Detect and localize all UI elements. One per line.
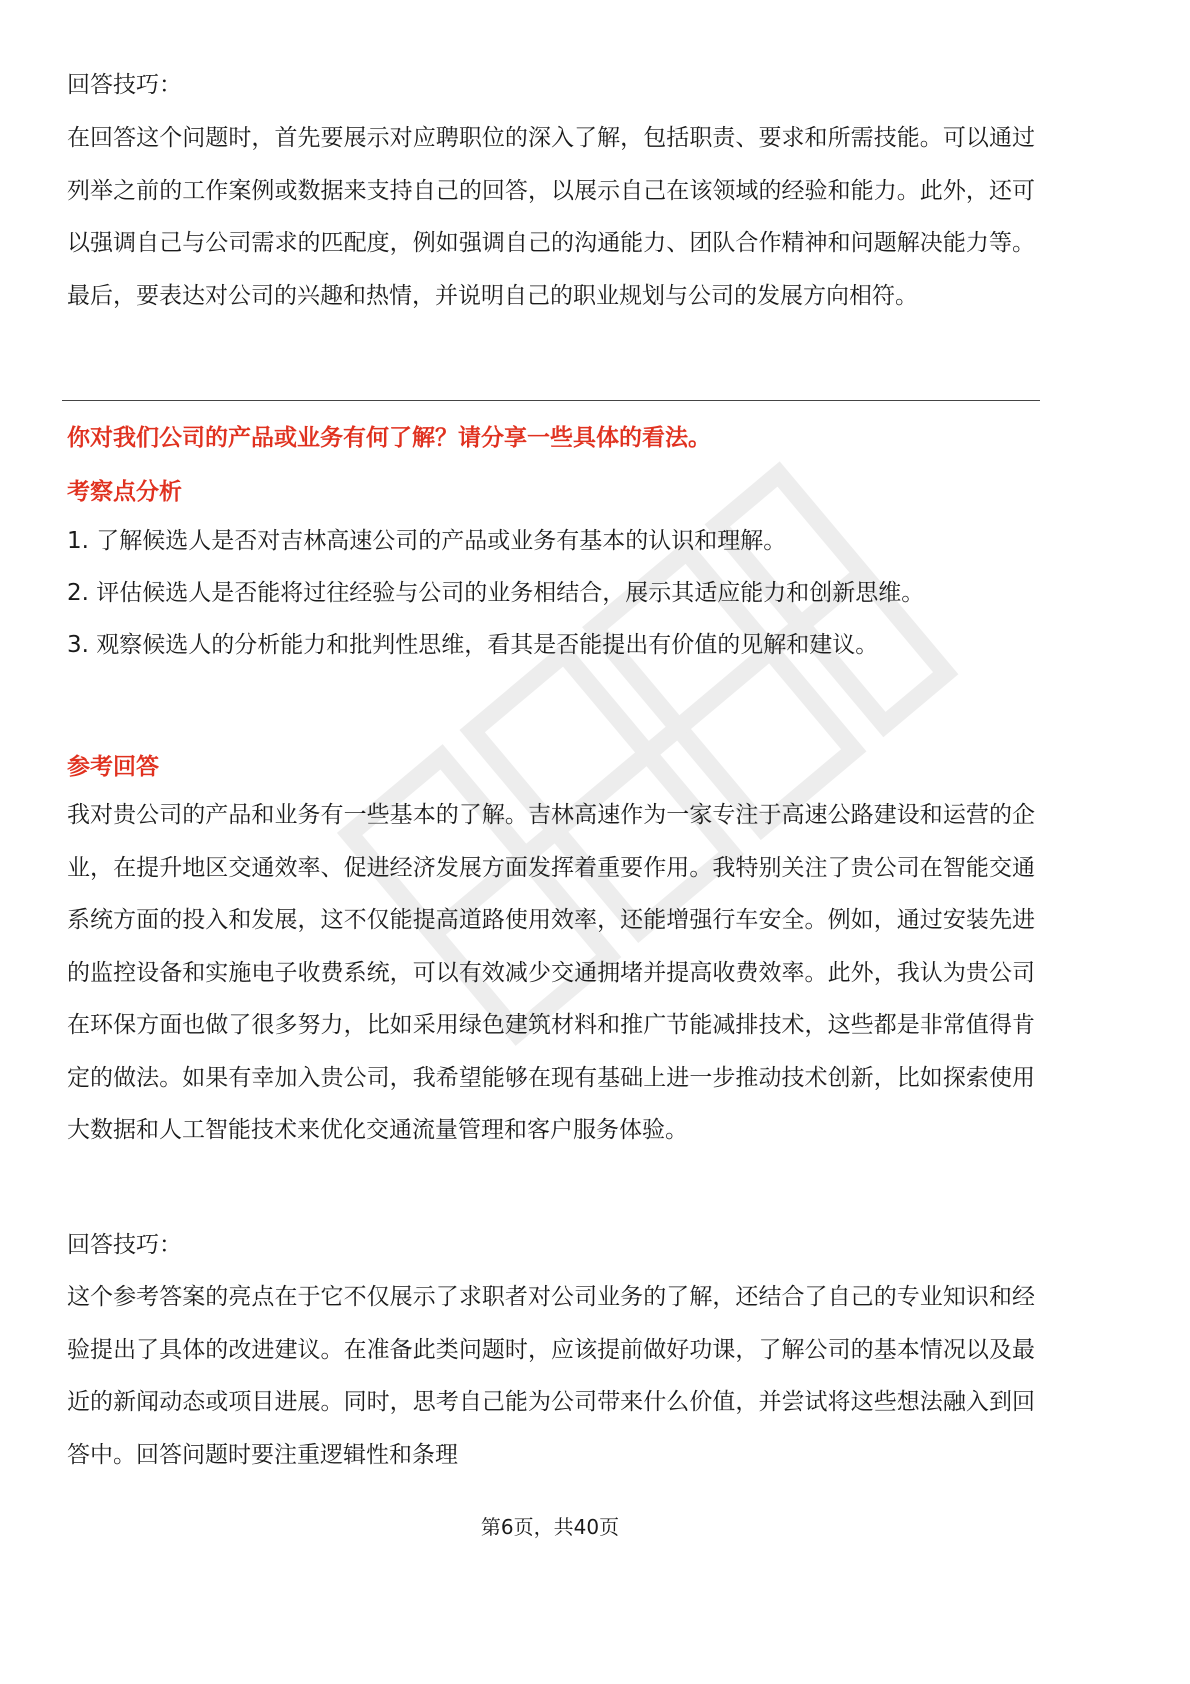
prev-tips-text: 在回答这个问题时，首先要展示对应聘职位的深入了解，包括职责、要求和所需技能。可以通过列举之前的工作案例或数据来支持自己的回答，以展示自己在该领域的经验和能力。此外，还可以强调自己与公司需求的匹配度，例如强调自己的沟通能力、团队合作精神和问题解决能力等。最后，要表达对公司的兴趣和热情，并说明自己的职业规划与公司的发展方向相符。	[67, 125, 1035, 309]
analysis-list	[67, 515, 1035, 671]
tips-text-block	[67, 1271, 1035, 1481]
page-number: 第6页，共40页	[480, 1515, 620, 1539]
question-block	[67, 423, 1035, 453]
analysis-item: 3. 观察候选人的分析能力和批判性思维，看其是否能提出有价值的见解和建议。	[67, 632, 879, 658]
prev-tips-label: 回答技巧：	[67, 72, 182, 98]
analysis-item: 2. 评估候选人是否能将过往经验与公司的业务相结合，展示其适应能力和创新思维。	[67, 580, 925, 606]
prev-tips-text-block	[67, 112, 1035, 322]
answer-text-block	[67, 789, 1035, 1157]
prev-tips-block	[67, 70, 1035, 100]
analysis-heading-block	[67, 477, 1035, 507]
answer-heading: 参考回答	[67, 754, 159, 780]
tips-label: 回答技巧：	[67, 1232, 182, 1258]
answer-heading-block	[67, 752, 1035, 782]
analysis-item: 1. 了解候选人是否对吉林高速公司的产品或业务有基本的认识和理解。	[67, 528, 787, 554]
question-title: 你对我们公司的产品或业务有何了解？请分享一些具体的看法。	[67, 425, 711, 451]
tips-text: 这个参考答案的亮点在于它不仅展示了求职者对公司业务的了解，还结合了自己的专业知识和经验提出了具体的改进建议。在准备此类问题时，应该提前做好功课，了解公司的基本情况以及最近的新闻动态或项目进展。同时，思考自己能为公司带来什么价值，并尝试将这些想法融入到回答中。回答问题时要注重逻辑性和条理	[67, 1284, 1035, 1468]
analysis-heading: 考察点分析	[67, 479, 182, 505]
tips-label-block	[67, 1230, 1035, 1260]
section-divider	[62, 400, 1040, 401]
answer-text: 我对贵公司的产品和业务有一些基本的了解。吉林高速作为一家专注于高速公路建设和运营的企业，在提升地区交通效率、促进经济发展方面发挥着重要作用。我特别关注了贵公司在智能交通系统方面的投入和发展，这不仅能提高道路使用效率，还能增强行车安全。例如，通过安装先进的监控设备和实施电子收费系统，可以有效减少交通拥堵并提高收费效率。此外，我认为贵公司在环保方面也做了很多努力，比如采用绿色建筑材料和推广节能减排技术，这些都是非常值得肯定的做法。如果有幸加入贵公司，我希望能够在现有基础上进一步推动技术创新，比如探索使用大数据和人工智能技术来优化交通流量管理和客户服务体验。	[67, 802, 1035, 1143]
